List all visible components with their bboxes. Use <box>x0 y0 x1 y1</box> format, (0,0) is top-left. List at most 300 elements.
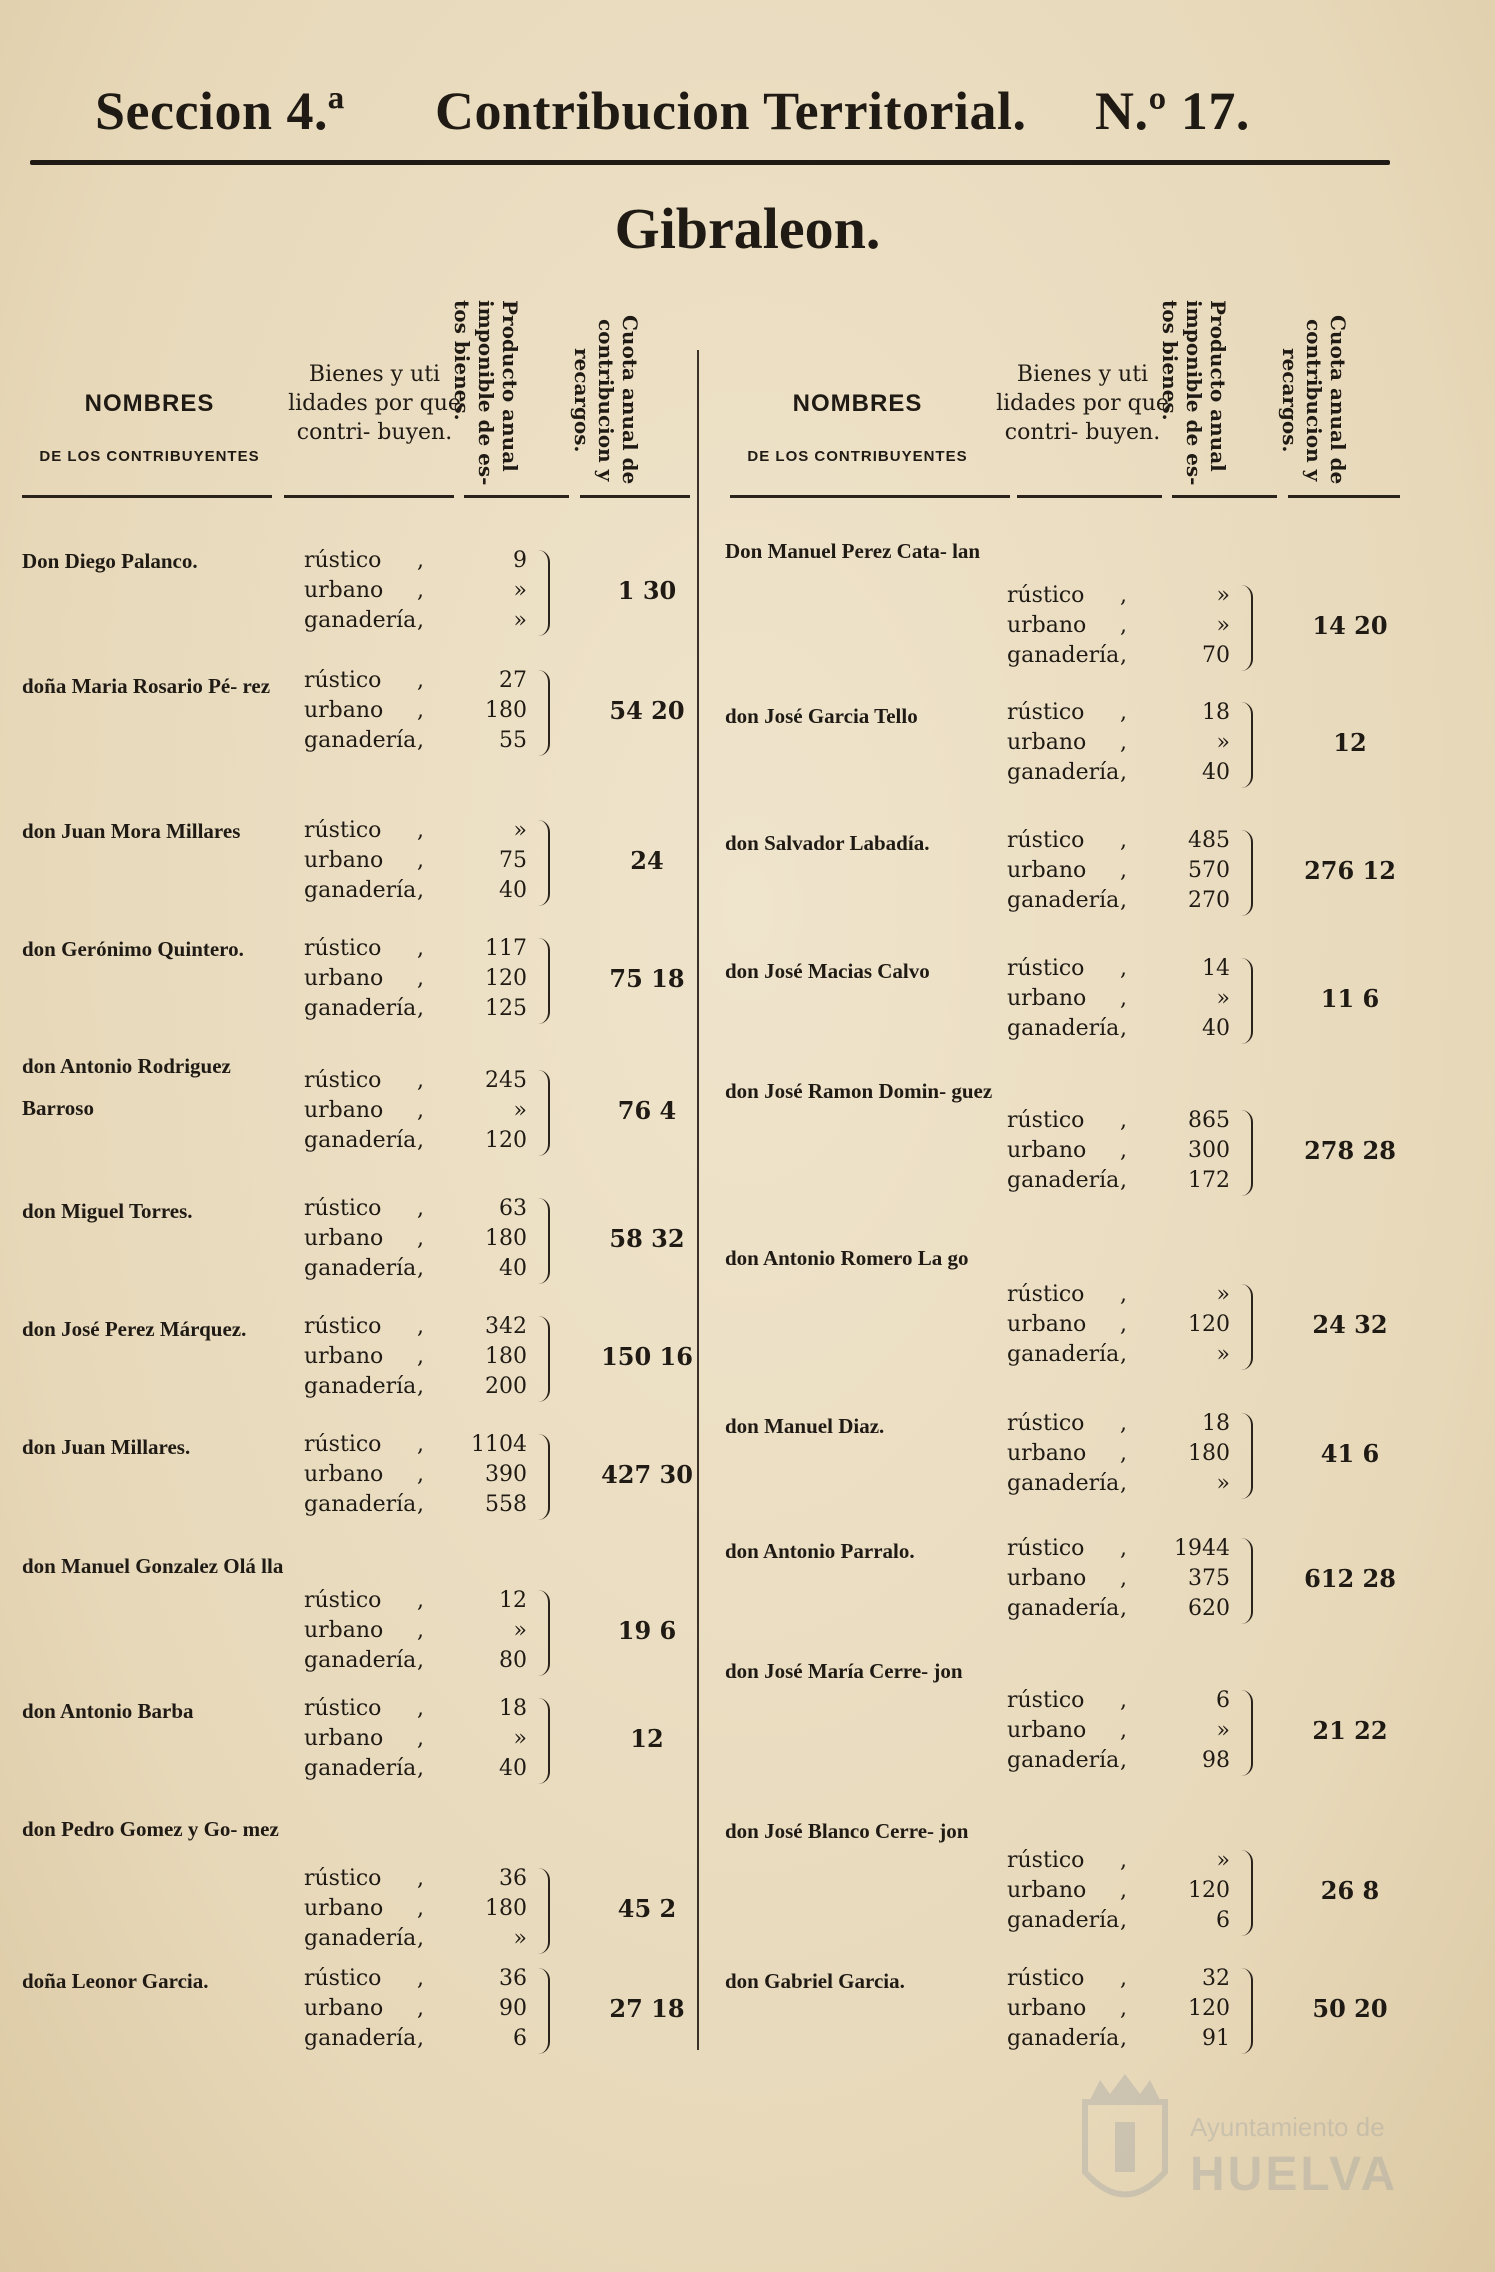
asset-kind-label: urbano <box>1007 1996 1087 2021</box>
separator-mark: , <box>417 1196 424 1221</box>
asset-kind-label: ganadería <box>1007 1596 1120 1621</box>
names-header: NOMBRES DE LOS CONTRIBUYENTES <box>39 390 260 465</box>
cuota-value: 612 28 <box>1304 1564 1396 1593</box>
cuota-header: Cuota anual de contribucion y recargos. <box>570 315 642 485</box>
asset-row-rustico <box>292 1696 722 1726</box>
asset-kind-label: rústico <box>304 1196 382 1221</box>
asset-kind-label: ganadería <box>1007 1748 1120 1773</box>
cuota-value: 45 2 <box>617 1894 677 1923</box>
asset-kind-label: urbano <box>304 1462 384 1487</box>
watermark-line2: HUELVA <box>1190 2148 1399 2201</box>
asset-kind-label: rústico <box>1007 1282 1085 1307</box>
asset-kind-label: rústico <box>304 1588 382 1613</box>
asset-value: » <box>1216 1342 1230 1367</box>
contributor-name: don José María Cerre- jon <box>725 1659 963 1683</box>
separator-mark: , <box>1120 888 1127 913</box>
asset-row-ganaderia <box>995 1471 1425 1501</box>
separator-mark: , <box>417 818 424 843</box>
asset-kind-label: rústico <box>304 818 382 843</box>
brace-mark <box>1237 585 1253 671</box>
separator-mark: , <box>417 878 424 903</box>
header-underline <box>580 495 690 498</box>
cuota-value: 150 16 <box>601 1342 693 1371</box>
asset-value: 120 <box>485 966 527 991</box>
cuota-value: 54 20 <box>609 696 685 725</box>
asset-row-ganaderia <box>292 1492 722 1522</box>
contributor-name: don Antonio Rodriguez Barroso <box>22 1054 231 1120</box>
asset-row-rustico <box>995 1688 1425 1718</box>
asset-row-rustico <box>292 668 722 698</box>
asset-row-rustico <box>995 1848 1425 1878</box>
asset-kind-label: rústico <box>1007 700 1085 725</box>
separator-mark: , <box>417 1374 424 1399</box>
asset-value: 36 <box>499 1866 527 1891</box>
asset-value: 40 <box>499 1756 527 1781</box>
asset-value: 120 <box>1188 1996 1230 2021</box>
asset-kind-label: urbano <box>304 1226 384 1251</box>
header-underline <box>1172 495 1277 498</box>
separator-mark: , <box>417 668 424 693</box>
separator-mark: , <box>417 1226 424 1251</box>
brace-mark <box>1237 958 1253 1044</box>
asset-value: » <box>513 1726 527 1751</box>
asset-value: 55 <box>499 728 527 753</box>
cuota-value: 24 32 <box>1312 1310 1388 1339</box>
asset-kind-label: ganadería <box>1007 1471 1120 1496</box>
separator-mark: , <box>417 1896 424 1921</box>
contributor-name: don Antonio Barba <box>22 1699 194 1723</box>
place-title: Gibraleon. <box>614 196 881 261</box>
asset-value: » <box>1216 730 1230 755</box>
separator-mark: , <box>1120 1718 1127 1743</box>
asset-row-rustico <box>292 818 722 848</box>
separator-mark: , <box>1120 1536 1127 1561</box>
separator-mark: , <box>417 1344 424 1369</box>
separator-mark: , <box>1120 1566 1127 1591</box>
header-underline <box>464 495 569 498</box>
asset-value: 9 <box>513 548 527 573</box>
left-column-header <box>22 290 722 505</box>
separator-mark: , <box>417 848 424 873</box>
cuota-value: 11 6 <box>1320 984 1380 1013</box>
asset-value: » <box>1216 1471 1230 1496</box>
asset-value: 18 <box>1202 700 1230 725</box>
asset-kind-label: rústico <box>304 1432 382 1457</box>
asset-kind-label: urbano <box>304 1896 384 1921</box>
asset-kind-label: ganadería <box>1007 2026 1120 2051</box>
asset-value: » <box>513 1098 527 1123</box>
asset-row-rustico <box>292 1196 722 1226</box>
asset-row-ganaderia <box>995 1596 1425 1626</box>
asset-value: 120 <box>1188 1878 1230 1903</box>
separator-mark: , <box>417 698 424 723</box>
asset-value: 27 <box>499 668 527 693</box>
asset-value: » <box>513 578 527 603</box>
asset-kind-label: rústico <box>304 1696 382 1721</box>
separator-mark: , <box>1120 1878 1127 1903</box>
contributor-name: don Salvador Labadía. <box>725 831 930 855</box>
section-label: Seccion 4.ª <box>95 81 345 141</box>
asset-kind-label: urbano <box>304 1098 384 1123</box>
document-title: Contribucion Territorial. <box>435 81 1027 141</box>
separator-mark: , <box>1120 643 1127 668</box>
separator-mark: , <box>417 548 424 573</box>
asset-value: 200 <box>485 1374 527 1399</box>
asset-kind-label: urbano <box>1007 1138 1087 1163</box>
separator-mark: , <box>1120 1966 1127 1991</box>
asset-row-rustico <box>995 1108 1425 1138</box>
asset-kind-label: ganadería <box>304 996 417 1021</box>
asset-kind-label: ganadería <box>304 1648 417 1673</box>
brace-mark <box>1237 1538 1253 1624</box>
contributor-name: doña Leonor Garcia. <box>22 1969 209 1993</box>
separator-mark: , <box>417 1648 424 1673</box>
asset-kind-label: rústico <box>304 1068 382 1093</box>
cuota-value: 21 22 <box>1312 1716 1388 1745</box>
brace-mark <box>534 1316 550 1402</box>
cuota-value: 50 20 <box>1312 1994 1388 2023</box>
separator-mark: , <box>1120 1282 1127 1307</box>
cuota-value: 24 <box>630 846 664 875</box>
separator-mark: , <box>1120 986 1127 1011</box>
asset-row-ganaderia <box>995 1342 1425 1372</box>
contributor-name: don José Blanco Cerre- jon <box>725 1819 969 1843</box>
asset-value: 75 <box>499 848 527 873</box>
asset-row-ganaderia <box>292 608 722 638</box>
separator-mark: , <box>417 1068 424 1093</box>
asset-row-ganaderia <box>995 888 1425 918</box>
brace-mark <box>534 1698 550 1784</box>
asset-kind-label: urbano <box>1007 1312 1087 1337</box>
cuota-value: 427 30 <box>601 1460 693 1489</box>
asset-row-ganaderia <box>292 1926 722 1956</box>
cuota-value: 41 6 <box>1320 1439 1380 1468</box>
brace-mark <box>534 1868 550 1954</box>
asset-value: 180 <box>485 698 527 723</box>
asset-value: 98 <box>1202 1748 1230 1773</box>
separator-mark: , <box>1120 1108 1127 1133</box>
asset-kind-label: urbano <box>1007 858 1087 883</box>
cuota-header: Cuota anual de contribucion y recargos. <box>1278 315 1350 485</box>
asset-row-ganaderia <box>292 878 722 908</box>
asset-value: 63 <box>499 1196 527 1221</box>
separator-mark: , <box>1120 1138 1127 1163</box>
asset-row-ganaderia <box>292 728 722 758</box>
separator-mark: , <box>1120 1411 1127 1436</box>
cuota-value: 12 <box>1333 728 1367 757</box>
asset-value: 180 <box>485 1226 527 1251</box>
brace-mark <box>1237 1850 1253 1936</box>
separator-mark: , <box>417 1696 424 1721</box>
asset-row-rustico <box>995 828 1425 858</box>
brace-mark <box>534 1198 550 1284</box>
contributor-name: don Miguel Torres. <box>22 1199 193 1223</box>
separator-mark: , <box>1120 1688 1127 1713</box>
separator-mark: , <box>417 1756 424 1781</box>
page-number: N.º 17. <box>1095 81 1250 141</box>
asset-kind-label: urbano <box>1007 730 1087 755</box>
asset-value: 172 <box>1188 1168 1230 1193</box>
asset-row-rustico <box>292 1068 722 1098</box>
separator-mark: , <box>417 996 424 1021</box>
asset-value: 570 <box>1188 858 1230 883</box>
separator-mark: , <box>1120 760 1127 785</box>
separator-mark: , <box>1120 1342 1127 1367</box>
asset-kind-label: rústico <box>304 1866 382 1891</box>
asset-kind-label: urbano <box>304 698 384 723</box>
producto-header: Producto anual imponible de es- tos bienes. <box>450 300 522 486</box>
right-column-header <box>730 290 1430 505</box>
separator-mark: , <box>1120 1168 1127 1193</box>
asset-kind-label: urbano <box>304 966 384 991</box>
asset-value: 620 <box>1188 1596 1230 1621</box>
asset-value: 120 <box>1188 1312 1230 1337</box>
asset-row-ganaderia <box>995 643 1425 673</box>
asset-kind-label: urbano <box>1007 1566 1087 1591</box>
separator-mark: , <box>1120 1471 1127 1496</box>
watermark <box>1075 2052 1455 2242</box>
separator-mark: , <box>417 1314 424 1339</box>
separator-mark: , <box>1120 613 1127 638</box>
asset-row-rustico <box>995 1411 1425 1441</box>
cuota-value: 12 <box>630 1724 664 1753</box>
separator-mark: , <box>417 608 424 633</box>
brace-mark <box>534 1590 550 1676</box>
brace-mark <box>534 938 550 1024</box>
separator-mark: , <box>417 1996 424 2021</box>
asset-value: 91 <box>1202 2026 1230 2051</box>
header-rule <box>30 160 1390 165</box>
asset-value: 90 <box>499 1996 527 2021</box>
asset-value: 125 <box>485 996 527 1021</box>
asset-value: 120 <box>485 1128 527 1153</box>
header-underline <box>284 495 454 498</box>
page-header <box>95 80 1345 150</box>
bienes-header: Bienes y uti lidades por que contri- buyen. <box>288 362 461 445</box>
separator-mark: , <box>1120 1748 1127 1773</box>
brace-mark <box>1237 1284 1253 1370</box>
asset-row-ganaderia <box>995 760 1425 790</box>
contributor-name: doña Maria Rosario Pé- rez <box>22 674 271 698</box>
asset-kind-label: rústico <box>1007 828 1085 853</box>
asset-kind-label: rústico <box>304 548 382 573</box>
asset-value: 32 <box>1202 1966 1230 1991</box>
asset-kind-label: ganadería <box>1007 888 1120 913</box>
asset-value: 6 <box>1216 1908 1230 1933</box>
producto-header: Producto anual imponible de es- tos bienes. <box>1158 300 1230 486</box>
separator-mark: , <box>417 1432 424 1457</box>
asset-kind-label: urbano <box>304 1726 384 1751</box>
asset-row-rustico <box>292 1866 722 1896</box>
header-underline <box>1017 495 1162 498</box>
cuota-value: 14 20 <box>1312 611 1388 640</box>
asset-value: 70 <box>1202 643 1230 668</box>
asset-kind-label: ganadería <box>304 878 417 903</box>
asset-kind-label: rústico <box>1007 1966 1085 1991</box>
asset-kind-label: ganadería <box>1007 760 1120 785</box>
cuota-value: 27 18 <box>609 1994 685 2023</box>
asset-row-ganaderia <box>292 1374 722 1404</box>
contributor-name: Don Diego Palanco. <box>22 549 198 573</box>
asset-row-rustico <box>995 583 1425 613</box>
contributor-name: don José Macias Calvo <box>725 959 930 983</box>
asset-row-ganaderia <box>292 1256 722 1286</box>
asset-value: » <box>513 818 527 843</box>
asset-value: 6 <box>1216 1688 1230 1713</box>
asset-value: » <box>513 608 527 633</box>
contributor-name: don Gabriel Garcia. <box>725 1969 905 1993</box>
asset-row-rustico <box>292 548 722 578</box>
asset-row-rustico <box>292 1966 722 1996</box>
asset-kind-label: ganadería <box>304 1128 417 1153</box>
asset-row-rustico <box>292 936 722 966</box>
brace-mark <box>534 1434 550 1520</box>
names-header: NOMBRES DE LOS CONTRIBUYENTES <box>747 390 968 465</box>
separator-mark: , <box>1120 1848 1127 1873</box>
asset-row-ganaderia <box>292 1648 722 1678</box>
contributor-name: don José Garcia Tello <box>725 704 918 728</box>
cuota-value: 26 8 <box>1320 1876 1380 1905</box>
brace-mark <box>1237 1690 1253 1776</box>
separator-mark: , <box>417 1726 424 1751</box>
asset-value: 40 <box>1202 760 1230 785</box>
asset-row-ganaderia <box>292 996 722 1026</box>
brace-mark <box>1237 1968 1253 2054</box>
cuota-value: 76 4 <box>617 1096 677 1125</box>
asset-row-ganaderia <box>995 1748 1425 1778</box>
coat-of-arms-icon <box>1075 2072 1175 2222</box>
asset-value: 558 <box>485 1492 527 1517</box>
brace-mark <box>1237 1110 1253 1196</box>
asset-kind-label: ganadería <box>304 1374 417 1399</box>
brace-mark <box>1237 1413 1253 1499</box>
asset-kind-label: rústico <box>1007 1411 1085 1436</box>
header-underline <box>1288 495 1400 498</box>
cuota-value: 1 30 <box>617 576 677 605</box>
separator-mark: , <box>1120 1908 1127 1933</box>
watermark-line1: Ayuntamiento de <box>1190 2112 1385 2142</box>
separator-mark: , <box>1120 828 1127 853</box>
separator-mark: , <box>417 1588 424 1613</box>
asset-kind-label: urbano <box>304 1344 384 1369</box>
separator-mark: , <box>417 2026 424 2051</box>
asset-value: » <box>1216 986 1230 1011</box>
contributor-name: don Antonio Romero La go <box>725 1246 969 1270</box>
brace-mark <box>534 670 550 756</box>
asset-value: 14 <box>1202 956 1230 981</box>
asset-row-ganaderia <box>995 1168 1425 1198</box>
asset-value: 40 <box>499 878 527 903</box>
separator-mark: , <box>1120 1016 1127 1041</box>
asset-kind-label: ganadería <box>304 608 417 633</box>
separator-mark: , <box>417 1256 424 1281</box>
brace-mark <box>534 1968 550 2054</box>
separator-mark: , <box>417 1966 424 1991</box>
asset-row-rustico <box>292 1588 722 1618</box>
asset-value: 270 <box>1188 888 1230 913</box>
asset-kind-label: urbano <box>304 1996 384 2021</box>
asset-kind-label: rústico <box>304 1314 382 1339</box>
asset-row-rustico <box>292 1314 722 1344</box>
asset-row-ganaderia <box>995 1016 1425 1046</box>
cuota-value: 19 6 <box>617 1616 677 1645</box>
separator-mark: , <box>417 966 424 991</box>
contributor-name: don Gerónimo Quintero. <box>22 937 244 961</box>
contributor-name: don José Perez Márquez. <box>22 1317 247 1341</box>
asset-kind-label: rústico <box>304 1966 382 1991</box>
asset-value: 1104 <box>471 1432 527 1457</box>
asset-value: 485 <box>1188 828 1230 853</box>
brace-mark <box>1237 702 1253 788</box>
asset-kind-label: urbano <box>304 1618 384 1643</box>
separator-mark: , <box>1120 1312 1127 1337</box>
asset-value: 180 <box>485 1896 527 1921</box>
brace-mark <box>1237 830 1253 916</box>
asset-value: » <box>513 1618 527 1643</box>
cuota-value: 278 28 <box>1304 1136 1396 1165</box>
asset-kind-label: ganadería <box>304 1756 417 1781</box>
separator-mark: , <box>1120 1596 1127 1621</box>
asset-value: 180 <box>1188 1441 1230 1466</box>
asset-kind-label: rústico <box>1007 583 1085 608</box>
contributor-name: Don Manuel Perez Cata- lan <box>725 539 981 563</box>
asset-value: 300 <box>1188 1138 1230 1163</box>
asset-kind-label: ganadería <box>304 728 417 753</box>
separator-mark: , <box>417 1926 424 1951</box>
asset-kind-label: ganadería <box>304 2026 417 2051</box>
separator-mark: , <box>417 1492 424 1517</box>
separator-mark: , <box>1120 700 1127 725</box>
separator-mark: , <box>417 1618 424 1643</box>
asset-row-rustico <box>995 1282 1425 1312</box>
asset-value: 18 <box>499 1696 527 1721</box>
asset-kind-label: urbano <box>1007 613 1087 638</box>
separator-mark: , <box>417 1866 424 1891</box>
asset-kind-label: ganadería <box>1007 1908 1120 1933</box>
separator-mark: , <box>417 728 424 753</box>
brace-mark <box>534 550 550 636</box>
asset-kind-label: urbano <box>1007 1718 1087 1743</box>
asset-row-ganaderia <box>292 2026 722 2056</box>
asset-value: » <box>1216 583 1230 608</box>
asset-row-rustico <box>995 700 1425 730</box>
contributor-name: don Manuel Diaz. <box>725 1414 885 1438</box>
asset-value: 342 <box>485 1314 527 1339</box>
asset-value: 36 <box>499 1966 527 1991</box>
asset-value: 865 <box>1188 1108 1230 1133</box>
asset-value: 180 <box>485 1344 527 1369</box>
asset-kind-label: rústico <box>304 936 382 961</box>
asset-value: 6 <box>513 2026 527 2051</box>
asset-kind-label: urbano <box>304 848 384 873</box>
asset-row-rustico <box>995 956 1425 986</box>
separator-mark: , <box>417 1128 424 1153</box>
separator-mark: , <box>417 1098 424 1123</box>
asset-kind-label: ganadería <box>304 1926 417 1951</box>
separator-mark: , <box>1120 583 1127 608</box>
header-underline <box>730 495 1010 498</box>
asset-value: » <box>1216 1848 1230 1873</box>
asset-value: » <box>1216 613 1230 638</box>
asset-kind-label: rústico <box>304 668 382 693</box>
asset-value: 12 <box>499 1588 527 1613</box>
asset-value: 390 <box>485 1462 527 1487</box>
separator-mark: , <box>1120 956 1127 981</box>
asset-kind-label: ganadería <box>1007 643 1120 668</box>
asset-kind-label: ganadería <box>304 1492 417 1517</box>
asset-row-ganaderia <box>995 1908 1425 1938</box>
asset-row-rustico <box>995 1966 1425 1996</box>
